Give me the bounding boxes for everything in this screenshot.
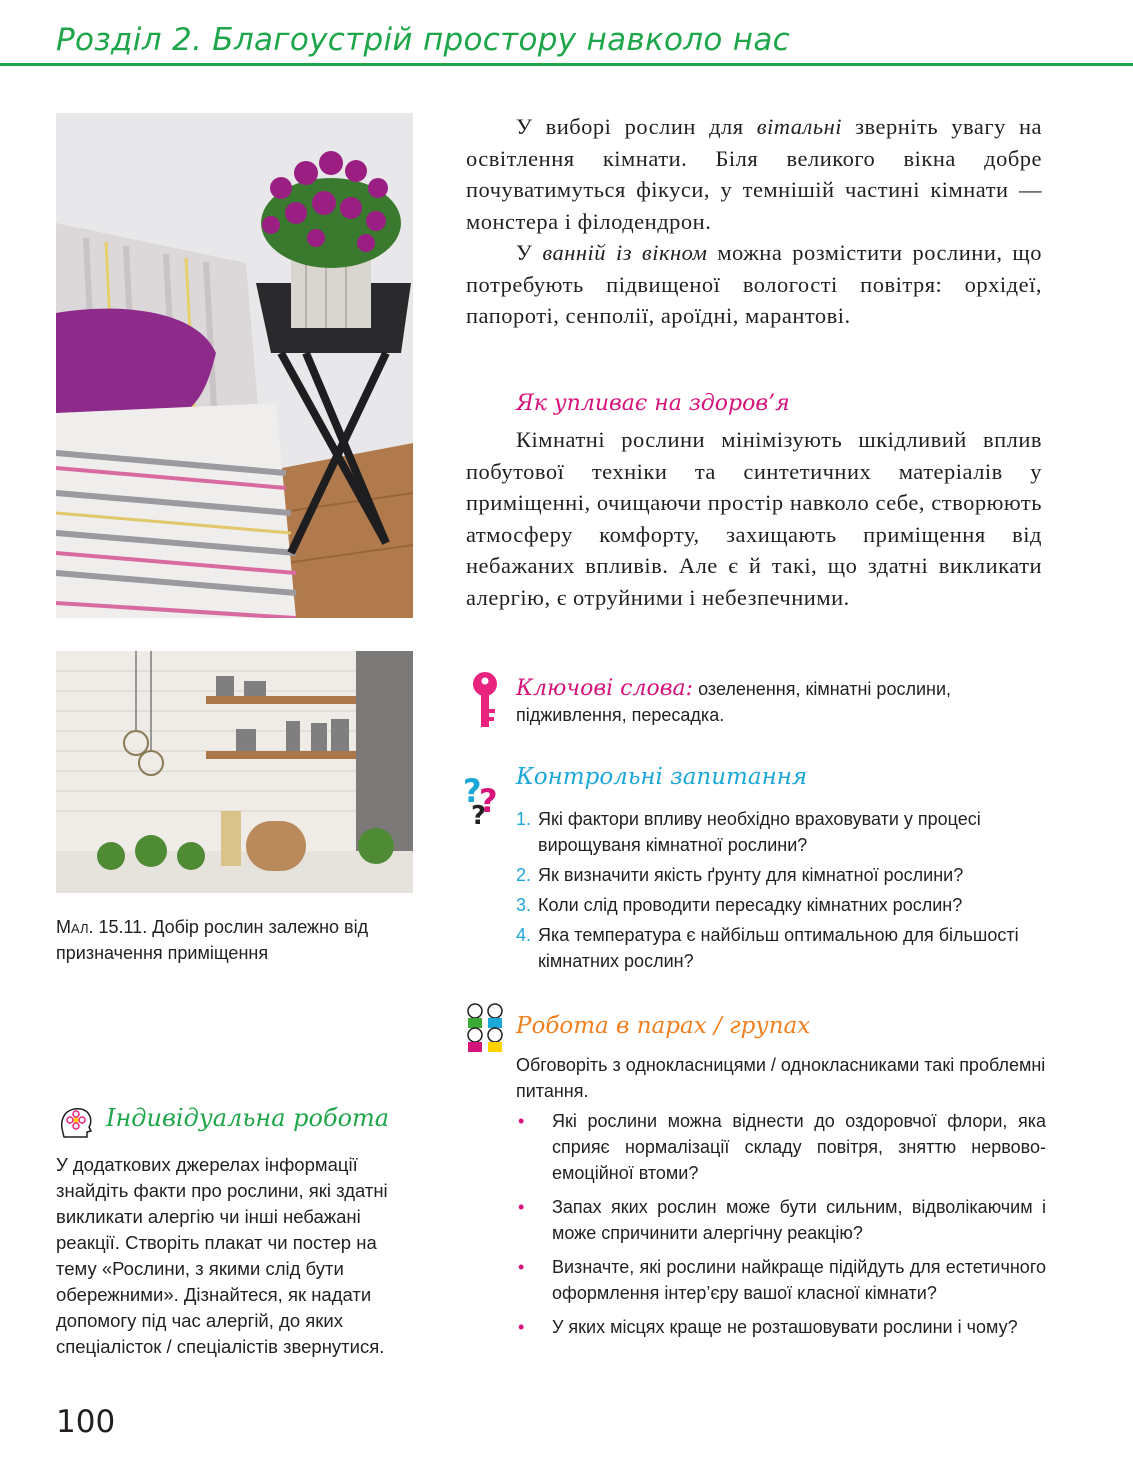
header-divider	[0, 63, 1133, 66]
paragraph: У виборі рослин для вітальні зверніть увагу на освітлення кімнати. Біля великого вікна добре почуватимуться фікуси, у темнішій частині кімнати — монстера і філодендрон.	[466, 114, 1042, 234]
list-item: 3. Коли слід проводити пересадку кімнатних рослин?	[516, 895, 963, 915]
group-work-heading: Робота в парах / групах	[516, 1013, 811, 1039]
group-work-intro: Обговоріть з однокласницями / однокласниками такі проблемні питання.	[516, 1055, 1046, 1101]
health-heading: Як упливає на здоров’я	[516, 391, 790, 416]
list-item: 2. Як визначити якість ґрунту для кімнатної рослини?	[516, 865, 964, 885]
svg-text:?: ?	[463, 772, 482, 810]
key-icon	[470, 671, 500, 731]
head-flower-icon	[56, 1105, 96, 1141]
figure-caption	[56, 914, 426, 966]
group-icon	[463, 1002, 507, 1054]
list-item: • Запах яких рослин може бути сильним, відволікаючим і може спричинити алергічну реакцію?	[518, 1197, 1046, 1243]
group-work-list	[516, 1108, 1046, 1348]
individual-work-text: У додаткових джерелах інформації знайдіть факти про рослини, які здатні викликати алергію чи інші небажані реакції. Створіть плакат чи постер на тему «Рослини, з якими слід бути обережними». Дізнайтеся, як надати допомогу під час алергій, до яких спеціалісток / спеціалістів звернутися.	[56, 1154, 388, 1357]
list-item: 4. Яка температура є найбільш оптимальною для більшості кімнатних рослин?	[516, 925, 1019, 971]
list-item: 1. Які фактори впливу необхідно враховувати у процесі вирощуваня кімнатної рослини?	[516, 809, 981, 855]
svg-text:?: ?	[471, 801, 487, 828]
list-item: • У яких місцях краще не розташовувати рослини і чому?	[518, 1317, 1018, 1337]
page-header-title: Розділ 2. Благоустрій простору навколо нас	[56, 22, 790, 58]
caption-text: Добір рослин залежно від призначення приміщення	[56, 917, 369, 963]
list-item: • Визначте, які рослини найкраще підійдуть для естетичного оформлення інтер’єру вашої класної кімнати?	[518, 1257, 1046, 1303]
question-icon	[463, 768, 505, 828]
svg-text:?: ?	[479, 782, 498, 820]
page-number: 100	[56, 1404, 116, 1440]
body-text	[466, 111, 1042, 332]
list-item: • Які рослини можна віднести до оздоровчої флори, яка сприяє нормалізації складу повітря, зняттю нервово-емоційної втоми?	[518, 1111, 1046, 1183]
kitchen-photo	[56, 651, 413, 893]
keywords-block	[516, 676, 1046, 728]
questions-heading: Контрольні запитання	[516, 764, 808, 790]
questions-list	[516, 806, 1046, 978]
keywords-label: Ключові слова:	[516, 676, 694, 701]
individual-work-heading: Індивідуальна робота	[106, 1104, 390, 1132]
caption-label: Мал. 15.11.	[56, 917, 148, 937]
bedroom-photo	[56, 113, 413, 618]
health-text: Кімнатні рослини мінімізують шкідливий вплив побутової техніки та синтетичних матеріалів у приміщенні, очищаючи простір навколо себе, створюють атмосферу комфорту, захищають приміщення від небажаних впливів. Але є й такі, що здатні викликати алергію, є отруйними і небезпечними.	[466, 427, 1042, 610]
paragraph: У ванній із вікном можна розмістити рослини, що потребують підвищеної вологості повітря: орхідеї, папороті, сенполії, ароїдні, марантові.	[466, 240, 1042, 328]
keywords-text: озеленення, кімнатні рослини, підживлення, пересадка.	[516, 679, 952, 725]
